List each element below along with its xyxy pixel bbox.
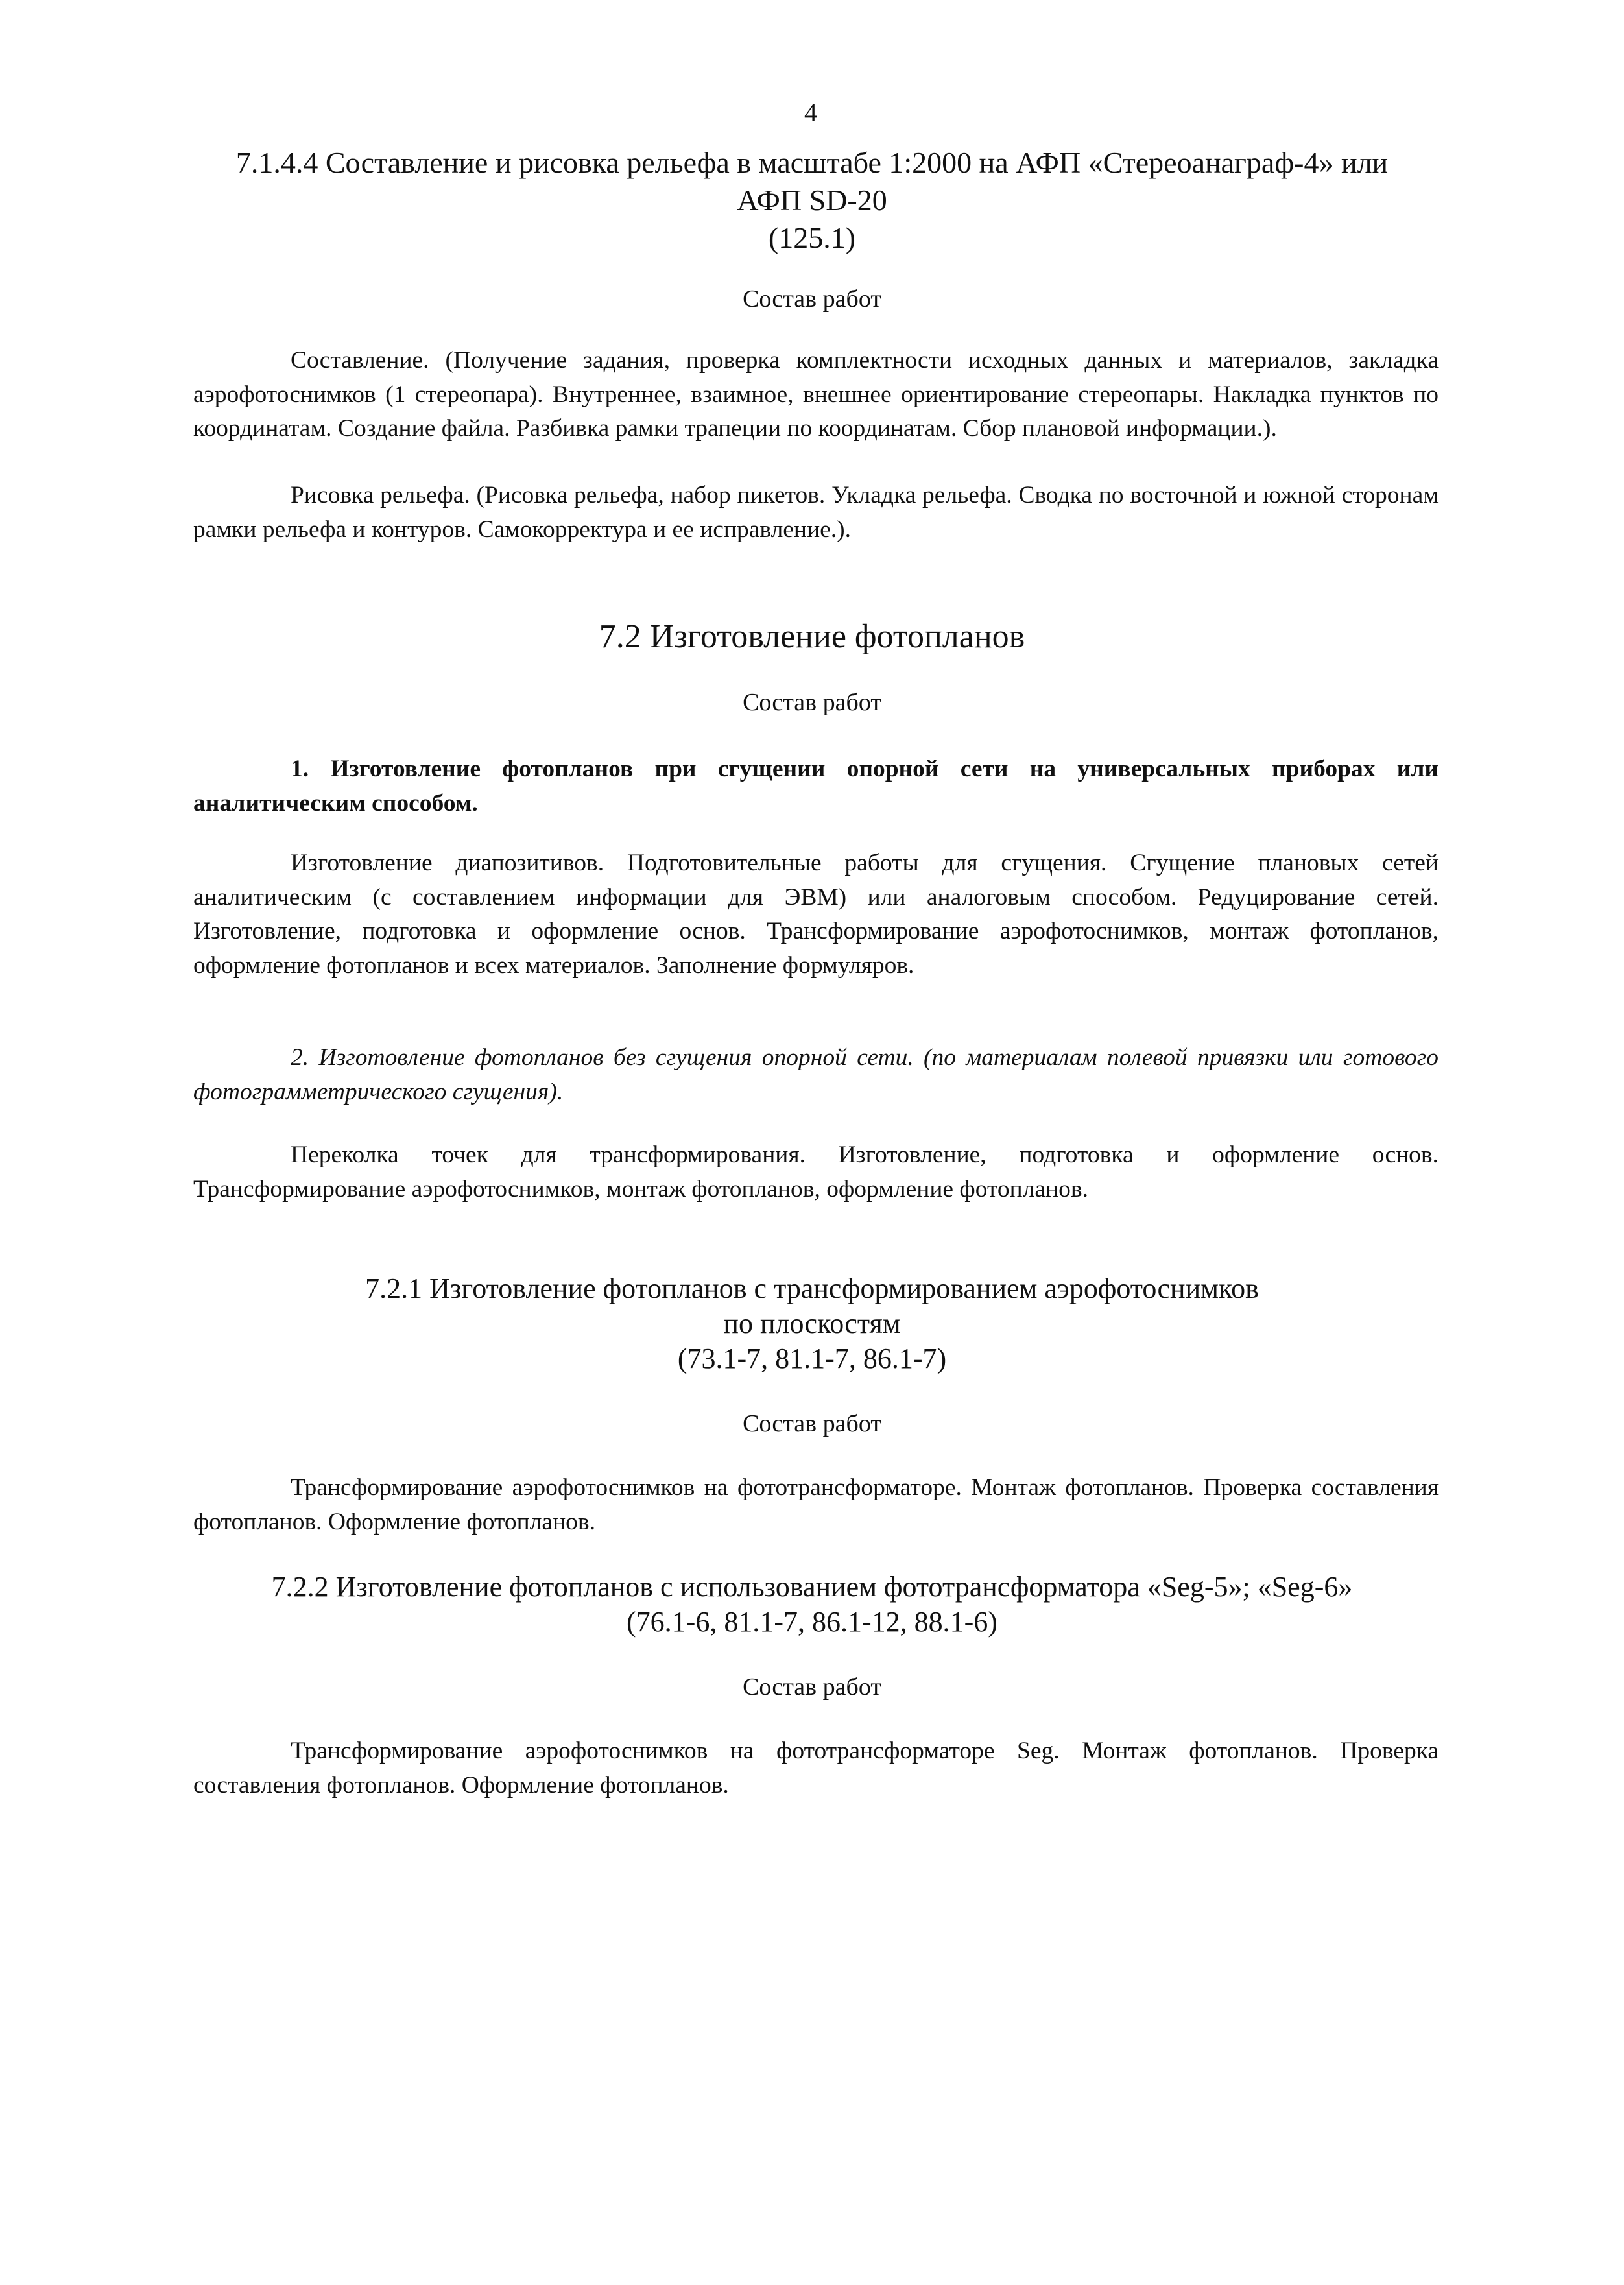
section-7-2-2-text: Трансформирование аэрофотоснимков на фототрансформаторе Seg. Монтаж фотопланов. Проверка составления фотопланов. Оформление фотопланов. <box>193 1738 1439 1799</box>
section-7-2-item1-text: Изготовление диапозитивов. Подготовительные работы для сгущения. Сгущение плановых сетей аналитическим (с составлением информации для ЭВМ) или аналоговым способом. Редуцирование сетей. Изготовление, подготовка и оформление основ. Трансформирование аэрофотоснимков, монтаж фотопланов, оформление фотопланов и всех материалов. Заполнение формуляров. <box>193 850 1439 979</box>
section-7-1-4-4-paragraph-relief-drawing: Рисовка рельефа. (Рисовка рельефа, набор пикетов. Укладка рельефа. Сводка по восточной и южной сторонам рамки рельефа и контуров. Самокорректура и ее исправление.). <box>193 482 1439 543</box>
section-7-1-4-4-title-line1: 7.1.4.4 Составление и рисовка рельефа в масштабе 1:2000 на АФП «Стереоанаграф-4» или <box>235 146 1389 179</box>
section-7-1-4-4-sostav-heading: Состав работ <box>743 285 881 313</box>
section-7-2-item1-heading: 1. Изготовление фотопланов при сгущении опорной сети на универсальных приборах или аналитическим способом. <box>193 756 1439 817</box>
section-7-2-1-title-line1: 7.2.1 Изготовление фотопланов с трансформированием аэрофотоснимков <box>365 1273 1259 1304</box>
section-7-2-1-title-line2: по плоскостям <box>723 1308 901 1339</box>
section-7-2-2-sostav-heading: Состав работ <box>743 1673 881 1701</box>
section-7-2-1-code: (73.1-7, 81.1-7, 86.1-7) <box>677 1343 947 1374</box>
section-7-2-2-title-line1: 7.2.2 Изготовление фотопланов с использованием фототрансформатора «Seg-5»; «Seg-6» <box>271 1571 1353 1603</box>
section-7-2-title: 7.2 Изготовление фотопланов <box>599 618 1025 655</box>
section-7-2-1-text: Трансформирование аэрофотоснимков на фототрансформаторе. Монтаж фотопланов. Проверка составления фотопланов. Оформление фотопланов. <box>193 1474 1439 1535</box>
section-7-2-sostav-heading: Состав работ <box>743 689 881 716</box>
section-7-2-1-sostav-heading: Состав работ <box>743 1410 881 1437</box>
section-7-2-item2-text: Переколка точек для трансформирования. Изготовление, подготовка и оформление основ. Трансформирование аэрофотоснимков, монтаж фотопланов, оформление фотопланов. <box>193 1142 1439 1202</box>
section-7-2-item2-heading: 2. Изготовление фотопланов без сгущения опорной сети. (по материалам полевой привязки или готового фотограмметрического сгущения). <box>193 1044 1439 1105</box>
section-7-1-4-4-code: (125.1) <box>768 221 856 254</box>
section-7-1-4-4-title-line2: АФП SD-20 <box>737 184 887 217</box>
section-7-2-2-code: (76.1-6, 81.1-7, 86.1-12, 88.1-6) <box>627 1606 997 1638</box>
section-7-1-4-4-paragraph-compilation: Составление. (Получение задания, проверка комплектности исходных данных и материалов, закладка аэрофотоснимков (1 стереопара). Внутреннее, взаимное, внешнее ориентирование стереопары. Накладка пунктов по координатам. Создание файла. Разбивка рамки трапеции по координатам. Сбор плановой информации.). <box>193 347 1439 442</box>
page-number: 4 <box>804 98 817 127</box>
